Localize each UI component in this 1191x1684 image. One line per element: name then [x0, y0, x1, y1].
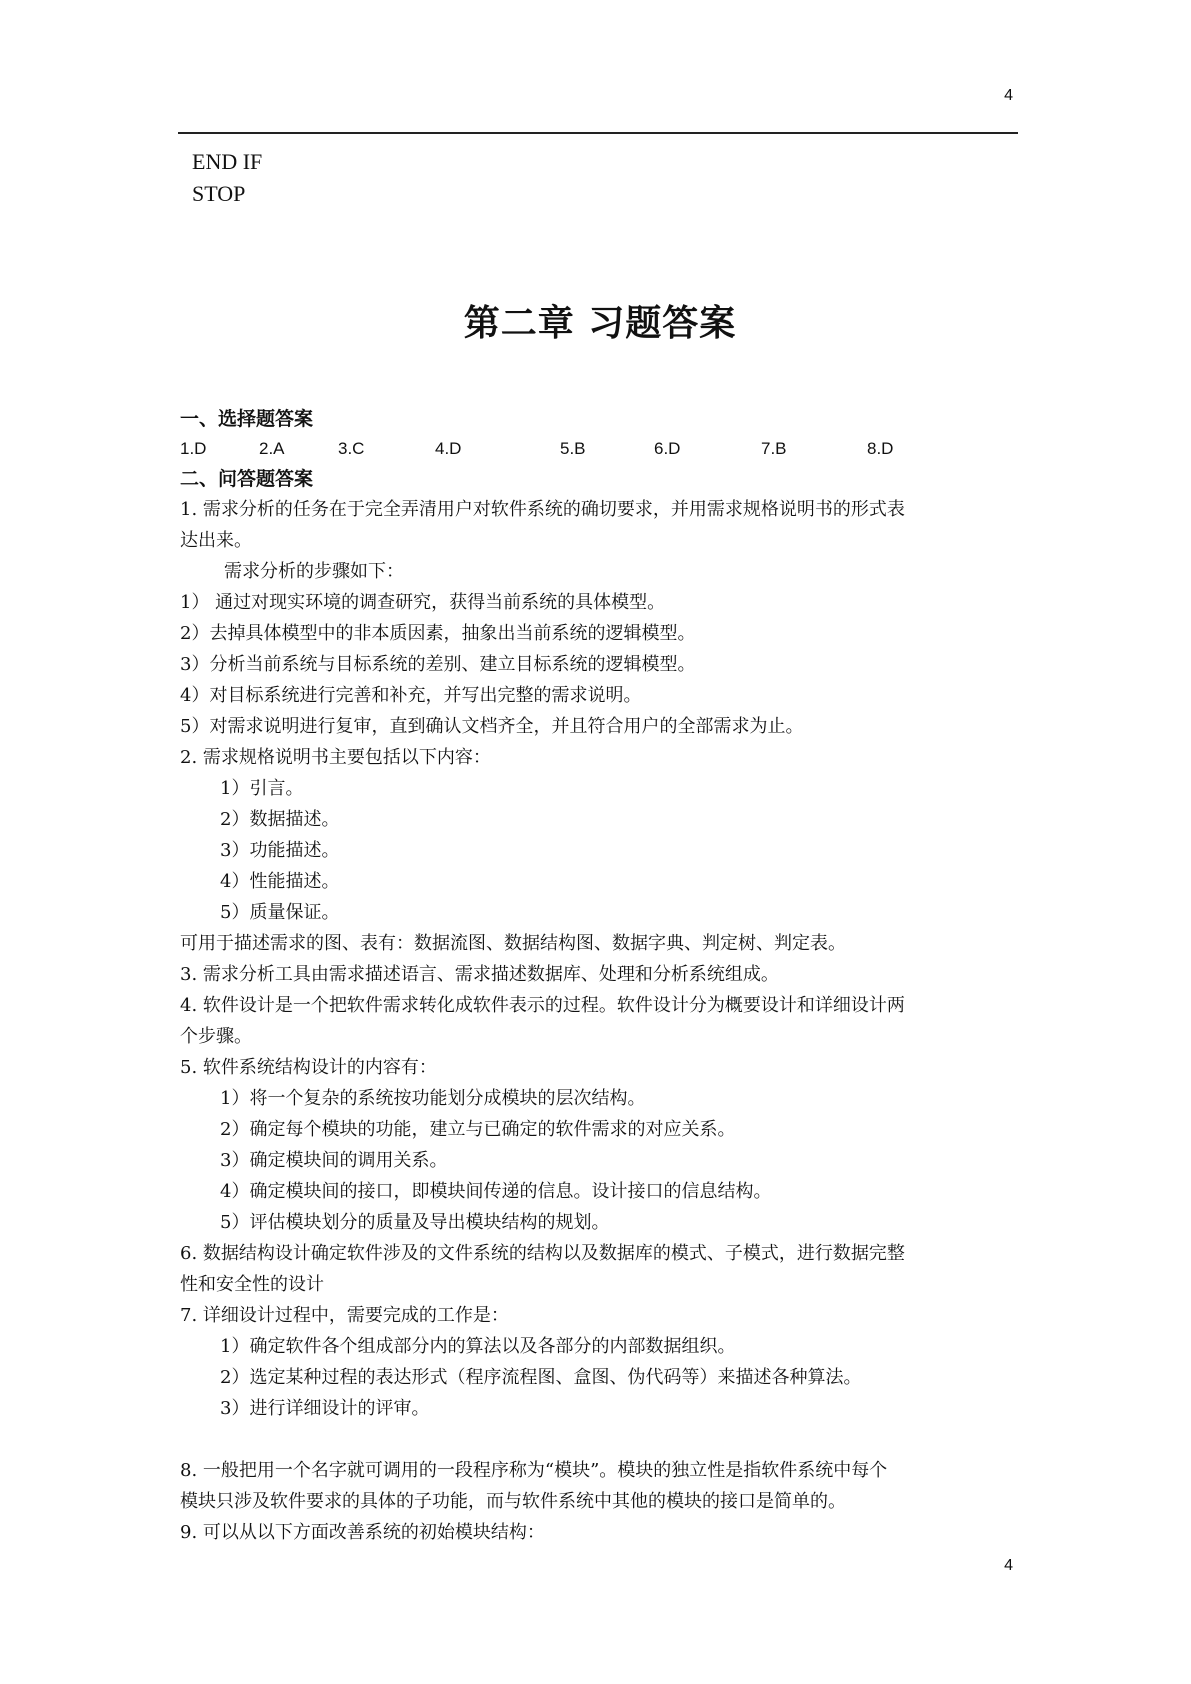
requirements-step-2: 2）去掉具体模型中的非本质因素，抽象出当前系统的逻辑模型。: [180, 623, 696, 644]
page-number-bottom: 4: [1004, 1557, 1013, 1574]
choice-answer-5: 5.B: [560, 439, 586, 458]
choice-answer-6: 6.D: [654, 439, 681, 458]
qa-answers-heading: 二、问答题答案: [180, 468, 314, 490]
answer-4-line-2: 个步骤。: [180, 1026, 252, 1047]
architecture-item-4: 4）确定模块间的接口，即模块间传递的信息。设计接口的信息结构。: [220, 1181, 772, 1202]
requirement-diagrams-line: 可用于描述需求的图、表有：数据流图、数据结构图、数据字典、判定树、判定表。: [180, 933, 846, 954]
code-line-end-if: END IF: [192, 149, 263, 174]
answer-5-line: 5. 软件系统结构设计的内容有：: [180, 1057, 437, 1078]
page-number-top: 4: [1004, 87, 1013, 104]
requirements-step-4: 4）对目标系统进行完善和补充，并写出完整的需求说明。: [180, 685, 642, 706]
code-line-stop: STOP: [192, 181, 246, 206]
choice-answer-row: [180, 434, 1020, 464]
requirements-step-1: 1） 通过对现实环境的调查研究，获得当前系统的具体模型。: [180, 592, 666, 613]
chapter-title: 第二章 习题答案: [463, 303, 737, 344]
choice-answer-8: 8.D: [867, 439, 894, 458]
spec-item-3: 3）功能描述。: [220, 840, 340, 861]
detailed-design-item-1: 1）确定软件各个组成部分内的算法以及各部分的内部数据组织。: [220, 1336, 736, 1357]
paragraph-spacer: [180, 1424, 1020, 1455]
answer-2-line-1: 2. 需求规格说明书主要包括以下内容：: [180, 747, 491, 768]
answer-9-line: 9. 可以从以下方面改善系统的初始模块结构：: [180, 1522, 545, 1543]
answer-3-line: 3. 需求分析工具由需求描述语言、需求描述数据库、处理和分析系统组成。: [180, 964, 779, 985]
qa-answer-body: [180, 494, 1020, 1548]
detailed-design-item-3: 3）进行详细设计的评审。: [220, 1398, 430, 1419]
architecture-item-3: 3）确定模块间的调用关系。: [220, 1150, 448, 1171]
spec-item-4: 4）性能描述。: [220, 871, 340, 892]
choice-answer-7: 7.B: [761, 439, 787, 458]
architecture-item-1: 1）将一个复杂的系统按功能划分成模块的层次结构。: [220, 1088, 646, 1109]
answer-4-line-1: 4. 软件设计是一个把软件需求转化成软件表示的过程。软件设计分为概要设计和详细设计两: [180, 995, 905, 1016]
choice-answer-1: 1.D: [180, 439, 207, 458]
answer-6-line-2: 性和安全性的设计: [180, 1274, 324, 1295]
requirements-step-5: 5）对需求说明进行复审，直到确认文档齐全，并且符合用户的全部需求为止。: [180, 716, 804, 737]
spec-item-1: 1）引言。: [220, 778, 304, 799]
header-divider: [178, 132, 1018, 134]
architecture-item-5: 5）评估模块划分的质量及导出模块结构的规划。: [220, 1212, 610, 1233]
answer-1-line-2: 达出来。: [180, 530, 252, 551]
choice-answer-4: 4.D: [435, 439, 462, 458]
spec-item-2: 2）数据描述。: [220, 809, 340, 830]
requirements-steps-intro: 需求分析的步骤如下：: [224, 561, 404, 582]
answer-6-line-1: 6. 数据结构设计确定软件涉及的文件系统的结构以及数据库的模式、子模式，进行数据完整: [180, 1243, 905, 1264]
spec-item-5: 5）质量保证。: [220, 902, 340, 923]
answer-1-line-1: 1. 需求分析的任务在于完全弄清用户对软件系统的确切要求，并用需求规格说明书的形式表: [180, 499, 905, 520]
requirements-step-3: 3）分析当前系统与目标系统的差别、建立目标系统的逻辑模型。: [180, 654, 696, 675]
answer-8-line-1: 8. 一般把用一个名字就可调用的一段程序称为“模块”。模块的独立性是指软件系统中每个: [180, 1460, 888, 1481]
choice-answers-heading: 一、选择题答案: [180, 408, 314, 430]
detailed-design-item-2: 2）选定某种过程的表达形式（程序流程图、盒图、伪代码等）来描述各种算法。: [220, 1367, 862, 1388]
choice-answer-2: 2.A: [259, 439, 285, 458]
page-content: [180, 146, 1020, 1548]
answer-8-line-2: 模块只涉及软件要求的具体的子功能，而与软件系统中其他的模块的接口是简单的。: [180, 1491, 846, 1512]
answer-7-line: 7. 详细设计过程中，需要完成的工作是：: [180, 1305, 509, 1326]
choice-answer-3: 3.C: [338, 439, 365, 458]
architecture-item-2: 2）确定每个模块的功能，建立与已确定的软件需求的对应关系。: [220, 1119, 736, 1140]
